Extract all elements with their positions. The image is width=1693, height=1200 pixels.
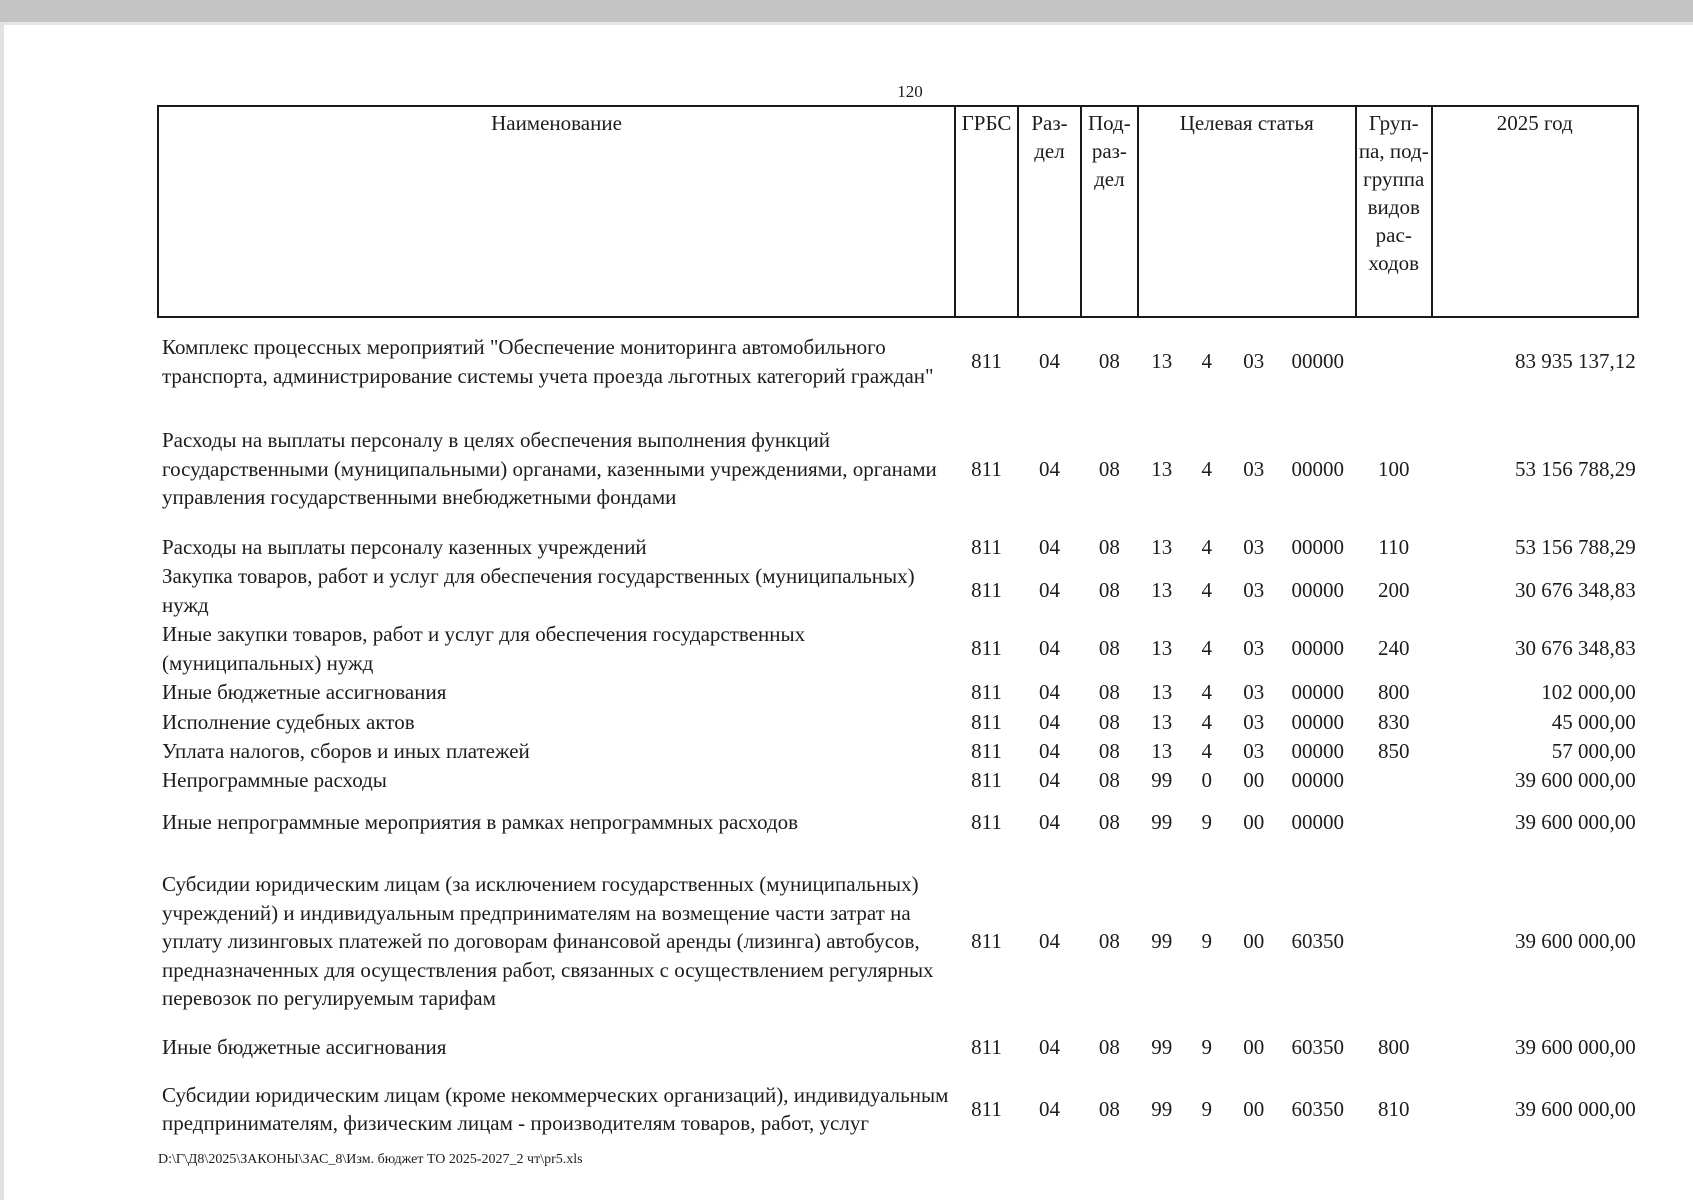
row-cs2: 9 bbox=[1201, 1034, 1212, 1059]
row-podrazdel: 08 bbox=[1098, 535, 1120, 559]
table-row bbox=[158, 533, 1638, 562]
row-cs2: 9 bbox=[1201, 1096, 1212, 1121]
table-row bbox=[158, 851, 1638, 1033]
row-name: Иные бюджетные ассигнования bbox=[162, 680, 447, 705]
row-cs1: 99 bbox=[1151, 1096, 1173, 1121]
row-cs4: 00000 bbox=[1291, 456, 1344, 481]
row-cs3: 03 bbox=[1243, 349, 1265, 374]
row-razdel: 04 bbox=[1039, 680, 1060, 705]
row-grbs: 811 bbox=[971, 578, 1002, 603]
row-podrazdel: 08 bbox=[1098, 929, 1120, 954]
header-name: Наименование bbox=[158, 106, 955, 317]
row-podrazdel: 08 bbox=[1098, 636, 1120, 661]
row-cs1: 99 bbox=[1151, 1034, 1173, 1059]
row-sum-2025: 30 676 348,83 bbox=[1515, 636, 1636, 661]
header-grbs: ГРБС bbox=[955, 106, 1018, 317]
row-name: Иные бюджетные ассигнования bbox=[162, 1034, 447, 1059]
row-cs3: 00 bbox=[1243, 929, 1265, 954]
budget-table bbox=[157, 105, 1639, 1157]
row-cs4: 60350 bbox=[1291, 1034, 1344, 1059]
row-name: Уплата налогов, сборов и иных платежей bbox=[162, 738, 530, 763]
row-cs4: 00000 bbox=[1291, 578, 1344, 603]
row-group bbox=[1356, 766, 1432, 795]
row-cs2: 4 bbox=[1201, 680, 1212, 705]
row-sum-2025: 39 600 000,00 bbox=[1515, 810, 1636, 835]
row-cs4: 00000 bbox=[1291, 810, 1344, 835]
row-razdel: 04 bbox=[1039, 636, 1060, 661]
row-razdel: 04 bbox=[1039, 578, 1060, 603]
row-razdel: 04 bbox=[1039, 709, 1060, 734]
row-name: Расходы на выплаты персоналу в целях обеспечения выполнения функций государственными (муниципальными) органами, казенными учреждениями, органами управления государственными внебюджетными фондами bbox=[162, 428, 937, 510]
table-row bbox=[158, 766, 1638, 795]
row-razdel: 04 bbox=[1039, 349, 1060, 374]
row-cs2: 9 bbox=[1201, 929, 1212, 954]
table-row bbox=[158, 795, 1638, 851]
scan-top-shade bbox=[0, 22, 1693, 25]
header-razdel: Раз- дел bbox=[1018, 106, 1081, 317]
row-grbs: 811 bbox=[971, 1096, 1002, 1121]
row-group bbox=[1356, 317, 1432, 405]
row-podrazdel: 08 bbox=[1098, 1034, 1120, 1059]
row-cs3: 00 bbox=[1243, 1096, 1265, 1121]
row-razdel: 04 bbox=[1039, 929, 1060, 954]
row-sum-2025: 57 000,00 bbox=[1551, 738, 1636, 763]
row-grbs: 811 bbox=[971, 636, 1002, 661]
row-group bbox=[1356, 851, 1432, 1033]
row-name: Исполнение судебных актов bbox=[162, 709, 415, 734]
row-cs2: 4 bbox=[1201, 709, 1212, 734]
row-sum-2025: 53 156 788,29 bbox=[1515, 535, 1636, 559]
footer-file-path: D:\Г\Д8\2025\ЗАКОНЫ\ЗАС_8\Изм. бюджет ТО 2025-2027_2 чт\pr5.xls bbox=[158, 1152, 583, 1167]
row-group bbox=[1356, 795, 1432, 851]
row-cs4: 00000 bbox=[1291, 680, 1344, 705]
row-cs3: 00 bbox=[1243, 768, 1265, 792]
row-cs4: 00000 bbox=[1291, 636, 1344, 661]
row-razdel: 04 bbox=[1039, 810, 1060, 835]
row-grbs: 811 bbox=[971, 349, 1002, 374]
row-cs3: 00 bbox=[1243, 1034, 1265, 1059]
row-cs1: 13 bbox=[1151, 578, 1173, 603]
row-cs1: 13 bbox=[1151, 535, 1173, 559]
row-razdel: 04 bbox=[1039, 1096, 1060, 1121]
row-podrazdel: 08 bbox=[1098, 709, 1120, 734]
row-cs3: 03 bbox=[1243, 456, 1265, 481]
row-name: Закупка товаров, работ и услуг для обеспечения государственных (муниципальных) нужд bbox=[162, 564, 915, 617]
row-name: Комплекс процессных мероприятий "Обеспечение мониторинга автомобильного транспорта, администрирование системы учета проезда льготных категорий граждан" bbox=[162, 335, 934, 388]
row-cs1: 13 bbox=[1151, 349, 1173, 374]
row-podrazdel: 08 bbox=[1098, 768, 1120, 792]
table-row bbox=[158, 1033, 1638, 1062]
row-grbs: 811 bbox=[971, 456, 1002, 481]
row-podrazdel: 08 bbox=[1098, 349, 1120, 374]
scan-left-edge bbox=[0, 22, 4, 1200]
row-cs1: 13 bbox=[1151, 680, 1173, 705]
row-podrazdel: 08 bbox=[1098, 810, 1120, 835]
row-cs2: 4 bbox=[1201, 578, 1212, 603]
row-grbs: 811 bbox=[971, 1034, 1002, 1059]
table-body bbox=[158, 317, 1638, 1157]
row-podrazdel: 08 bbox=[1098, 1096, 1120, 1121]
header-podrazdel: Под- раз- дел bbox=[1081, 106, 1138, 317]
row-cs4: 00000 bbox=[1291, 349, 1344, 374]
row-sum-2025: 102 000,00 bbox=[1541, 680, 1636, 705]
row-cs2: 4 bbox=[1201, 636, 1212, 661]
row-razdel: 04 bbox=[1039, 738, 1060, 763]
row-razdel: 04 bbox=[1039, 456, 1060, 481]
row-spacer bbox=[158, 405, 1638, 417]
table-row bbox=[158, 620, 1638, 678]
row-cs3: 03 bbox=[1243, 636, 1265, 661]
row-cs3: 03 bbox=[1243, 680, 1265, 705]
row-sum-2025: 53 156 788,29 bbox=[1515, 456, 1636, 481]
table-row bbox=[158, 736, 1638, 766]
row-sum-2025: 45 000,00 bbox=[1551, 709, 1636, 734]
row-cs3: 03 bbox=[1243, 578, 1265, 603]
row-grbs: 811 bbox=[971, 680, 1002, 705]
table-row bbox=[158, 417, 1638, 521]
row-cs2: 0 bbox=[1201, 768, 1212, 792]
row-podrazdel: 08 bbox=[1098, 738, 1120, 763]
row-cs3: 03 bbox=[1243, 709, 1265, 734]
row-name: Субсидии юридическим лицам (кроме некоммерческих организаций), индивидуальным предпринимателям, физическим лицам - производителям товаров, работ, услуг bbox=[162, 1082, 949, 1135]
row-name: Субсидии юридическим лицам (за исключением государственных (муниципальных) учреждений) и индивидуальным предпринимателям на возмещение части затрат на уплату лизинговых платежей по договорам финансовой аренды (лизинга) автобусов, предназначенных для осуществления работ, связанных с осуществлением регулярных перевозок по регулируемым тарифам bbox=[162, 872, 934, 1011]
row-sum-2025: 39 600 000,00 bbox=[1515, 1096, 1636, 1121]
table-row bbox=[158, 562, 1638, 620]
row-group: 830 bbox=[1378, 709, 1410, 734]
row-cs4: 00000 bbox=[1291, 768, 1344, 792]
row-razdel: 04 bbox=[1039, 1034, 1060, 1059]
header-target-article: Целевая статья bbox=[1138, 106, 1356, 317]
row-cs4: 00000 bbox=[1291, 535, 1344, 559]
row-sum-2025: 30 676 348,83 bbox=[1515, 578, 1636, 603]
row-cs3: 03 bbox=[1243, 738, 1265, 763]
row-cs1: 99 bbox=[1151, 810, 1173, 835]
table-row bbox=[158, 1061, 1638, 1157]
row-cs3: 03 bbox=[1243, 535, 1265, 559]
row-podrazdel: 08 bbox=[1098, 578, 1120, 603]
table-row bbox=[158, 708, 1638, 737]
table-row bbox=[158, 678, 1638, 708]
row-cs2: 4 bbox=[1201, 535, 1212, 559]
row-sum-2025: 39 600 000,00 bbox=[1515, 768, 1636, 792]
row-cs2: 4 bbox=[1201, 456, 1212, 481]
row-group: 850 bbox=[1378, 738, 1410, 763]
row-cs1: 13 bbox=[1151, 709, 1173, 734]
row-spacer bbox=[158, 521, 1638, 533]
row-razdel: 04 bbox=[1039, 768, 1060, 792]
row-group: 100 bbox=[1378, 456, 1410, 481]
row-group: 810 bbox=[1378, 1096, 1410, 1121]
row-podrazdel: 08 bbox=[1098, 680, 1120, 705]
row-grbs: 811 bbox=[971, 535, 1002, 559]
row-cs1: 99 bbox=[1151, 768, 1173, 792]
row-cs4: 00000 bbox=[1291, 738, 1344, 763]
header-year: 2025 год bbox=[1432, 106, 1638, 317]
row-group: 200 bbox=[1378, 578, 1410, 603]
row-sum-2025: 39 600 000,00 bbox=[1515, 929, 1636, 954]
row-sum-2025: 83 935 137,12 bbox=[1515, 349, 1636, 374]
row-grbs: 811 bbox=[971, 709, 1002, 734]
row-cs1: 13 bbox=[1151, 738, 1173, 763]
row-cs2: 4 bbox=[1201, 738, 1212, 763]
row-group: 800 bbox=[1378, 680, 1410, 705]
row-grbs: 811 bbox=[971, 738, 1002, 763]
row-name: Иные непрограммные мероприятия в рамках непрограммных расходов bbox=[162, 810, 799, 835]
row-cs1: 13 bbox=[1151, 456, 1173, 481]
row-name: Иные закупки товаров, работ и услуг для обеспечения государственных (муниципальных) нужд bbox=[162, 622, 806, 675]
table-row bbox=[158, 317, 1638, 405]
row-cs2: 4 bbox=[1201, 349, 1212, 374]
row-cs3: 00 bbox=[1243, 810, 1265, 835]
row-grbs: 811 bbox=[971, 768, 1002, 792]
row-grbs: 811 bbox=[971, 929, 1002, 954]
row-cs4: 60350 bbox=[1291, 1096, 1344, 1121]
row-razdel: 04 bbox=[1039, 535, 1060, 559]
row-cs2: 9 bbox=[1201, 810, 1212, 835]
row-cs4: 60350 bbox=[1291, 929, 1344, 954]
row-cs1: 13 bbox=[1151, 636, 1173, 661]
row-name: Расходы на выплаты персоналу казенных учреждений bbox=[162, 535, 647, 559]
row-grbs: 811 bbox=[971, 810, 1002, 835]
page-number: 120 bbox=[897, 82, 923, 101]
row-sum-2025: 39 600 000,00 bbox=[1515, 1034, 1636, 1059]
table-header-row bbox=[158, 106, 1638, 317]
row-group: 110 bbox=[1378, 535, 1410, 559]
scan-top-border bbox=[0, 0, 1693, 22]
row-cs1: 99 bbox=[1151, 929, 1173, 954]
row-name: Непрограммные расходы bbox=[162, 768, 387, 792]
row-group: 240 bbox=[1378, 636, 1410, 661]
row-group: 800 bbox=[1378, 1034, 1410, 1059]
row-cs4: 00000 bbox=[1291, 709, 1344, 734]
header-expense-group: Груп- па, под- группа видов рас- ходов bbox=[1356, 106, 1432, 317]
row-podrazdel: 08 bbox=[1098, 456, 1120, 481]
